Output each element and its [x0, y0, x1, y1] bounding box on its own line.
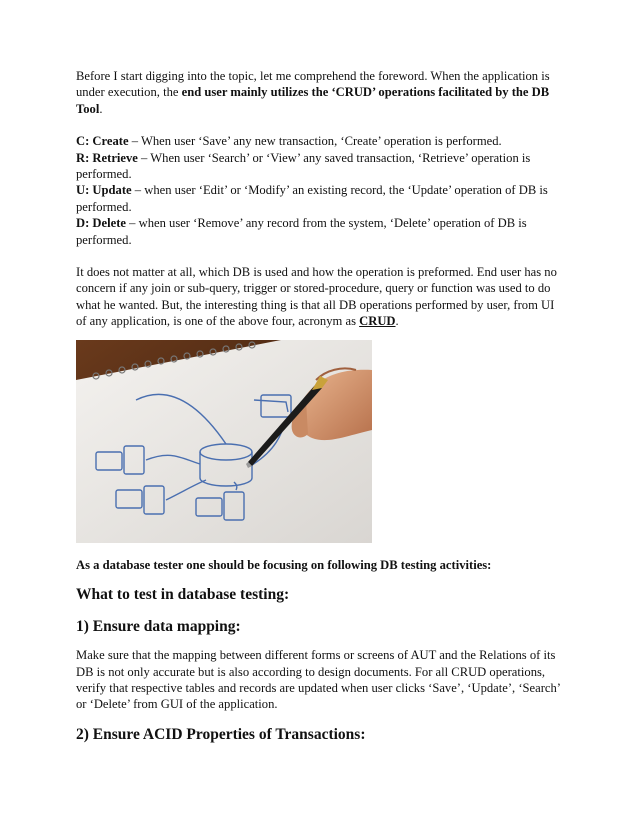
heading-ensure-data-mapping: 1) Ensure data mapping: — [76, 618, 241, 636]
crud-update-key: U: Update — [76, 183, 132, 198]
mapping-paragraph: Make sure that the mapping between different forms or screens of AUT and the Relations of its DB is not only accurate but is also according to design documents. For all CRUD operations, verify that respective tables and records are updated when user clicks ‘Save’, ‘Update’, ‘Search’ or ‘Delete’ from GUI of the application. — [76, 648, 561, 712]
crud-retrieve-key: R: Retrieve — [76, 150, 138, 165]
crud-update-desc: – when user ‘Edit’ or ‘Modify’ an existing record, the ‘Update’ operation of DB is performed. — [76, 183, 548, 214]
operations-paragraph — [76, 264, 566, 330]
focus-line-text: As a database tester one should be focusing on following DB testing activities: — [76, 557, 492, 572]
intro-bold-text: end user mainly utilizes the ‘CRUD’ operations facilitated by the DB Tool — [76, 85, 550, 116]
intro-paragraph — [76, 68, 566, 117]
crud-retrieve — [76, 150, 566, 183]
focus-line — [76, 557, 566, 573]
crud-create — [76, 133, 566, 149]
crud-link[interactable]: CRUD — [359, 314, 396, 329]
document-page — [76, 68, 566, 745]
heading-what-to-test: What to test in database testing: — [76, 586, 290, 604]
crud-delete-key: D: Delete — [76, 216, 126, 231]
crud-delete-desc: – when user ‘Remove’ any record from the system, ‘Delete’ operation of DB is performed. — [76, 216, 527, 247]
hand-drawing-db-diagram-icon — [76, 340, 372, 543]
crud-delete — [76, 215, 566, 248]
crud-retrieve-desc: – When user ‘Search’ or ‘View’ any saved transaction, ‘Retrieve’ operation is performed. — [76, 150, 531, 182]
operations-text: It does not matter at all, which DB is used and how the operation is preformed. End user has no concern if any join or sub-query, trigger or stored-procedure, query or function was used to do what he wanted. But, the interesting thing is that all DB operations performed by user, from UI of any application, is one of the above four, acronym as — [76, 265, 557, 329]
crud-create-key: C: Create — [76, 134, 129, 149]
crud-update — [76, 182, 566, 215]
operations-end: . — [395, 314, 399, 329]
crud-create-desc: – When user ‘Save’ any new transaction, ‘Create’ operation is performed. — [128, 134, 502, 149]
intro-end: . — [99, 101, 103, 116]
hand-drawing-photo — [76, 340, 372, 543]
heading-acid-properties: 2) Ensure ACID Properties of Transactions: — [76, 725, 366, 743]
intro-text: Before I start digging into the topic, let me comprehend the foreword. When the application is under execution, the — [76, 69, 550, 100]
